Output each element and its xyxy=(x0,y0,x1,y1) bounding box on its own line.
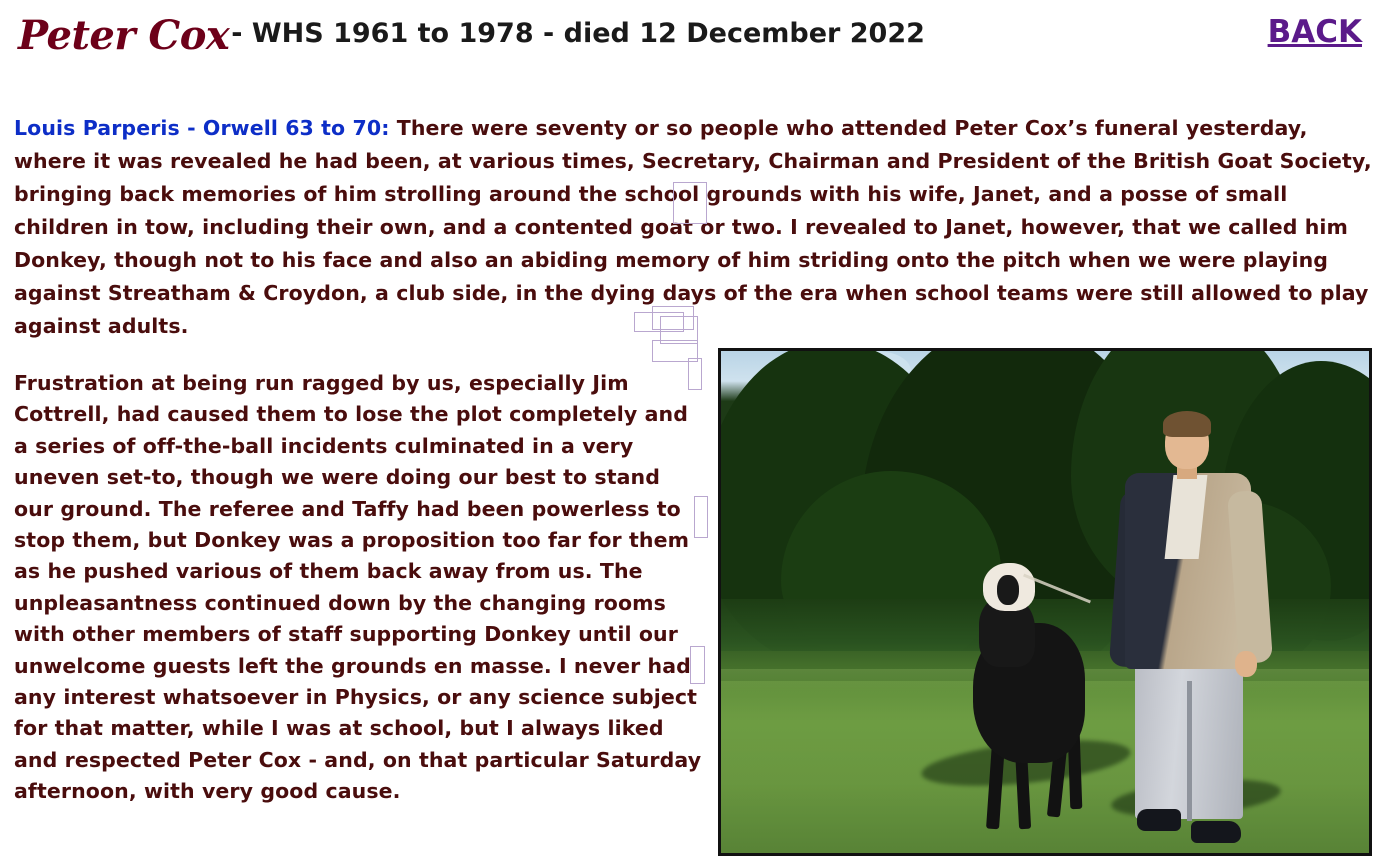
back-link[interactable]: BACK xyxy=(1267,14,1362,50)
man-shoe xyxy=(1137,809,1181,831)
goat-face xyxy=(997,575,1019,605)
man-shoe xyxy=(1191,821,1241,843)
man-hand xyxy=(1235,651,1257,677)
person-name: Peter Cox xyxy=(18,12,230,59)
form-field-artifact xyxy=(652,340,698,362)
man-hair xyxy=(1163,411,1211,437)
tribute-paragraph-2: Frustration at being run ragged by us, especially Jim Cottrell, had caused them to lose the plot completely and a series of off-the-ball incidents culminated in a very uneven set-to, though we were doing our best to stand our ground. The referee and Taffy had been powerless to stop them, but Donkey was a proposition too far for them as he pushed various of them back away from us. The unpleasantness continued down by the changing rooms with other members of staff supporting Donkey until our unwelcome guests left the grounds en masse. I never had any interest whatsoever in Physics, or any science subject for that matter, while I was at school, but I always liked and respected Peter Cox - and, on that particular Saturday afternoon, with very good cause. xyxy=(14,371,702,804)
tribute-paragraph-1 xyxy=(14,112,1372,343)
trouser-seam xyxy=(1187,681,1192,821)
page-title xyxy=(18,12,925,59)
photo-image xyxy=(721,351,1369,853)
person-subtitle: - WHS 1961 to 1978 - died 12 December 2022 xyxy=(231,18,925,49)
photo-frame xyxy=(718,348,1372,856)
tribute-paragraph-1-text: There were seventy or so people who attended Peter Cox’s funeral yesterday, where it was revealed he had been, at various times, Secretary, Chairman and President of the British Goat Society, bringing back memories of him strolling around the school grounds with his wife, Janet, and a posse of small children in tow, including their own, and a contented goat or two. I revealed to Janet, however, that we called him Donkey, though not to his face and also an abiding memory of him striding onto the pitch when we were playing against Streatham & Croydon, a club side, in the dying days of the era when school teams were still allowed to play against adults. xyxy=(14,116,1372,338)
speaker-label: Louis Parperis - Orwell 63 to 70: xyxy=(14,116,390,140)
page-header xyxy=(0,0,1384,78)
